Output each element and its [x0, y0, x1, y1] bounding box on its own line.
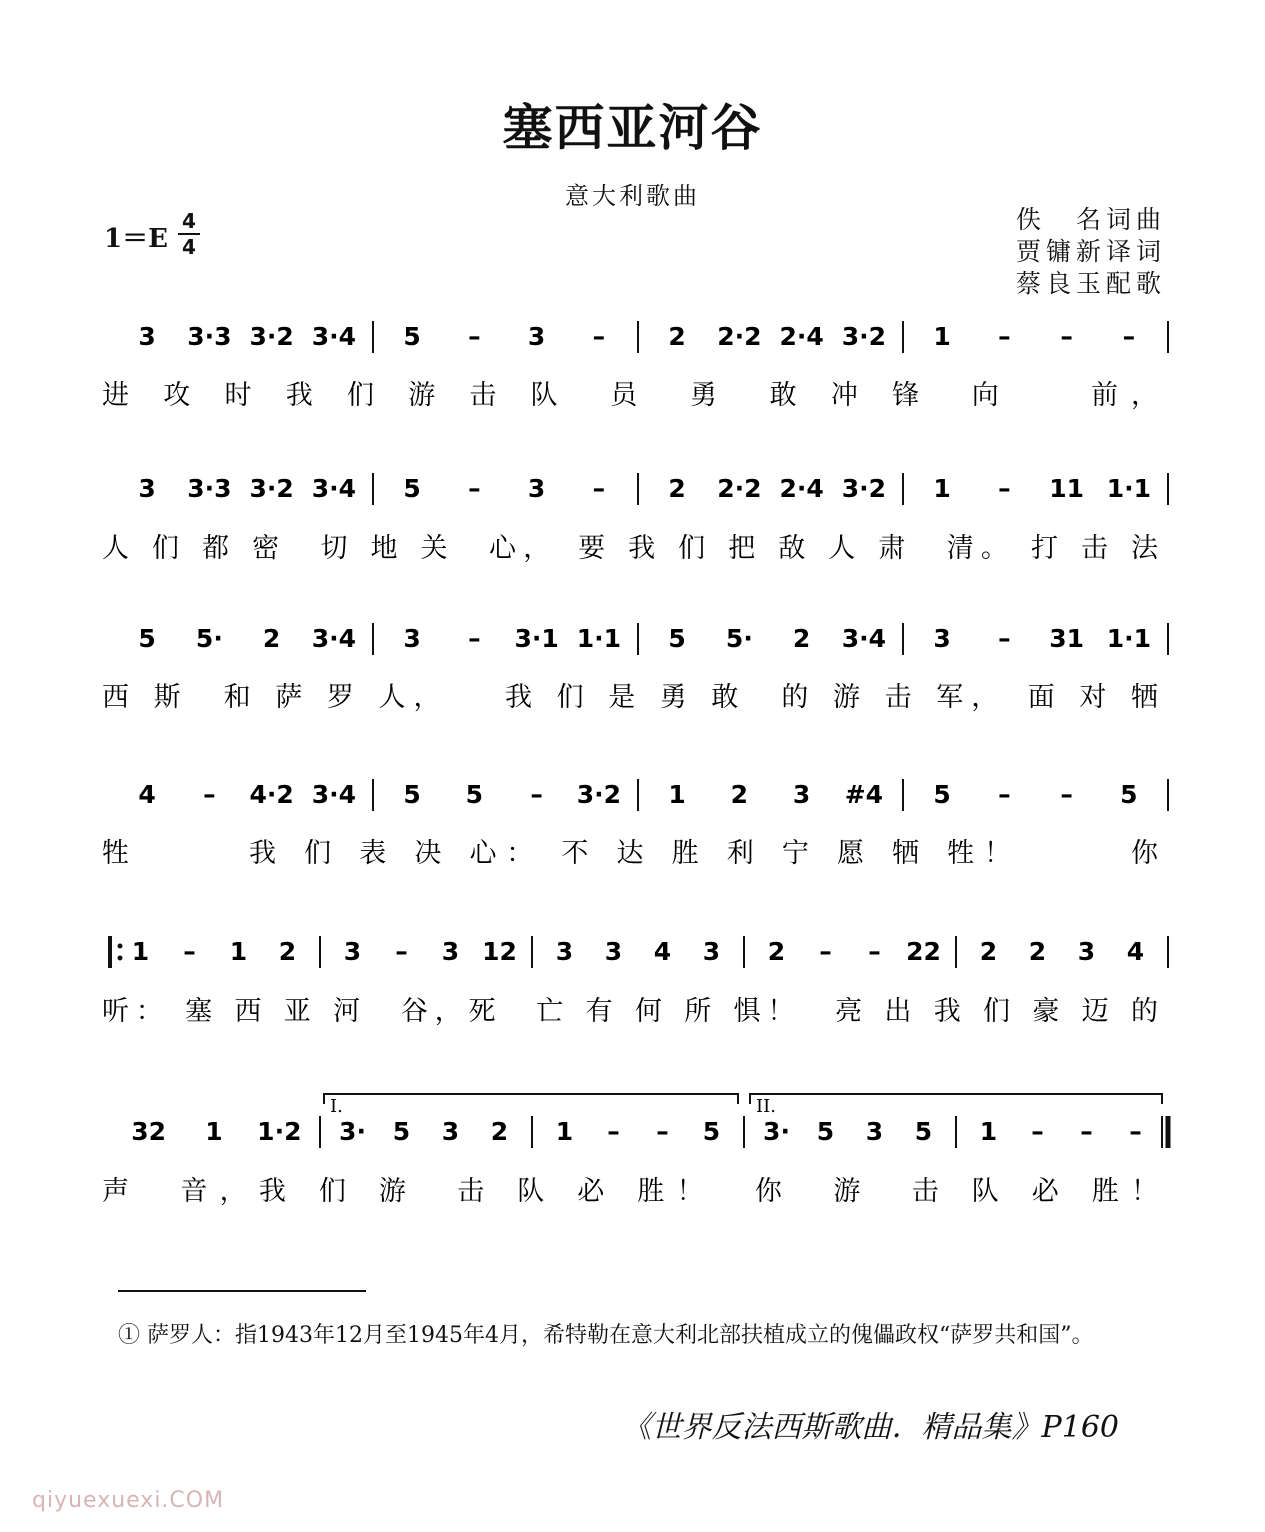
- note: –: [468, 322, 481, 351]
- note: 2·4: [779, 474, 824, 503]
- volta-one-label: I.: [330, 1096, 343, 1117]
- note: 5·: [195, 624, 223, 653]
- note: 3: [138, 322, 156, 351]
- note: 12: [482, 937, 517, 966]
- note: –: [607, 1117, 620, 1146]
- footnote: ① 萨罗人：指1943年12月至1945年4月，希特勒在意大利北部扶植成立的傀儡政权“萨罗共和国”。: [118, 1323, 1094, 1348]
- time-denominator: 4: [182, 235, 196, 259]
- footnote-divider: [118, 1290, 366, 1292]
- note: 3: [527, 322, 546, 351]
- note: 2: [490, 1117, 509, 1146]
- note: 1: [555, 1117, 574, 1146]
- note: 3: [933, 624, 951, 653]
- note: –: [468, 474, 481, 503]
- note: 3: [555, 937, 574, 966]
- note: 3·: [339, 1117, 366, 1146]
- watermark: qiyuexuexi.COM: [32, 1488, 225, 1513]
- note: –: [1060, 780, 1073, 809]
- note: –: [998, 322, 1011, 351]
- volta-two-label: II.: [756, 1096, 776, 1117]
- note: 5: [465, 780, 484, 809]
- note: 3·2: [249, 474, 294, 503]
- note: 3: [441, 937, 460, 966]
- note: 3: [1077, 937, 1096, 966]
- note: –: [1080, 1117, 1093, 1146]
- note: 5: [403, 780, 421, 809]
- note: 3: [403, 624, 421, 653]
- note: 2: [1028, 937, 1047, 966]
- note: –: [998, 474, 1011, 503]
- note: –: [819, 937, 832, 966]
- note: 1: [229, 937, 248, 966]
- note: 3·1: [514, 624, 559, 653]
- volta-one-bracket: [324, 1094, 738, 1104]
- credit-translator: 贾镛新译词: [1016, 237, 1167, 266]
- note: –: [1129, 1117, 1142, 1146]
- lyric-line: 进 攻 时 我 们 游 击 队 员 勇 敢 冲 锋 向 前，: [102, 380, 1158, 411]
- note: 5: [1120, 780, 1138, 809]
- credit-composer: 佚 名词曲: [1016, 205, 1167, 234]
- key-signature: 1＝E: [104, 224, 168, 254]
- lyric-line: 声 音，我 们 游 击 队 必 胜！ 你 游 击 队 必 胜！: [102, 1176, 1158, 1207]
- note: 2·4: [779, 322, 824, 351]
- note: 2: [668, 322, 686, 351]
- note: 32: [131, 1117, 167, 1146]
- note: –: [592, 322, 606, 351]
- note: 5: [392, 1117, 411, 1146]
- note: 5: [403, 322, 421, 351]
- note: #4: [844, 780, 884, 809]
- note: 2: [979, 937, 998, 966]
- repeat-dot: [118, 944, 123, 949]
- note: 2: [262, 624, 281, 653]
- note: 5: [702, 1117, 721, 1146]
- song-subtitle: 意大利歌曲: [565, 182, 700, 210]
- note: 3·4: [311, 624, 357, 653]
- note: –: [395, 937, 408, 966]
- note: 1·1: [1106, 474, 1152, 503]
- note: 3: [441, 1117, 460, 1146]
- note: 3·2: [841, 322, 887, 351]
- note: 2: [792, 624, 811, 653]
- note: –: [592, 474, 606, 503]
- note: –: [1031, 1117, 1044, 1146]
- note: –: [656, 1117, 669, 1146]
- note: 5: [914, 1117, 933, 1146]
- note: –: [868, 937, 881, 966]
- note: –: [998, 624, 1011, 653]
- note: –: [468, 624, 481, 653]
- song-title: 塞西亚河谷: [502, 98, 763, 157]
- note: 3: [527, 474, 546, 503]
- volta-two-bracket: [750, 1094, 1162, 1104]
- note: 1: [205, 1117, 223, 1146]
- time-numerator: 4: [182, 209, 196, 233]
- repeat-dot: [118, 956, 123, 961]
- note: 3·4: [841, 624, 887, 653]
- note: –: [1122, 322, 1136, 351]
- note: 3: [865, 1117, 884, 1146]
- note: –: [203, 780, 216, 809]
- note: 4: [653, 937, 672, 966]
- note: 3·2: [249, 322, 294, 351]
- note: –: [530, 780, 543, 809]
- note: 2: [278, 937, 297, 966]
- note: 1·1: [576, 624, 622, 653]
- lyric-line: 西 斯 和 萨 罗 人， 我 们 是 勇 敢 的 游 击 军， 面 对 牺: [102, 682, 1158, 713]
- note: 3: [343, 937, 362, 966]
- note: 1·2: [257, 1117, 302, 1146]
- note: 3·3: [187, 322, 232, 351]
- note: 3·: [763, 1117, 790, 1146]
- note: 2·2: [717, 322, 762, 351]
- credit-arranger: 蔡良玉配歌: [1016, 269, 1167, 298]
- note: 1: [131, 937, 150, 966]
- note: 1: [933, 322, 951, 351]
- note: 22: [906, 937, 941, 966]
- note: 3·3: [187, 474, 232, 503]
- lyric-line: 人 们 都 密 切 地 关 心， 要 我 们 把 敌 人 肃 清。 打 击 法: [102, 533, 1158, 564]
- note: 5: [138, 624, 156, 653]
- note: 3·4: [311, 474, 357, 503]
- note: 1: [668, 780, 686, 809]
- note: 3: [604, 937, 623, 966]
- note: 1: [979, 1117, 998, 1146]
- note: 2·2: [717, 474, 762, 503]
- lyric-line: 听： 塞 西 亚 河 谷，死 亡 有 何 所 惧！ 亮 出 我 们 豪 迈 的: [102, 996, 1158, 1027]
- note: –: [998, 780, 1011, 809]
- note: 5: [816, 1117, 835, 1146]
- note: 4·2: [249, 780, 294, 809]
- note: –: [183, 937, 196, 966]
- note: 3: [702, 937, 721, 966]
- note: 1·1: [1106, 624, 1152, 653]
- note: 5·: [725, 624, 753, 653]
- note: 2: [730, 780, 749, 809]
- note: 3·4: [311, 322, 357, 351]
- note: 2: [767, 937, 786, 966]
- note: 3·2: [841, 474, 887, 503]
- note: 3: [138, 474, 156, 503]
- note: 3·4: [311, 780, 357, 809]
- note: 4: [1126, 937, 1145, 966]
- source-citation: 《世界反法西斯歌曲．精品集》P160: [621, 1410, 1119, 1445]
- note: 4: [138, 780, 156, 809]
- lyric-line: 牲 我 们 表 决 心： 不 达 胜 利 宁 愿 牺 牲！ 你: [102, 838, 1158, 869]
- note: 1: [933, 474, 951, 503]
- note: 5: [668, 624, 686, 653]
- note: –: [1060, 322, 1073, 351]
- note: 2: [668, 474, 686, 503]
- note: 11: [1049, 474, 1085, 503]
- note: 5: [933, 780, 951, 809]
- note: 3: [792, 780, 811, 809]
- note: 31: [1049, 624, 1085, 653]
- note: 5: [403, 474, 421, 503]
- note: 3·2: [576, 780, 622, 809]
